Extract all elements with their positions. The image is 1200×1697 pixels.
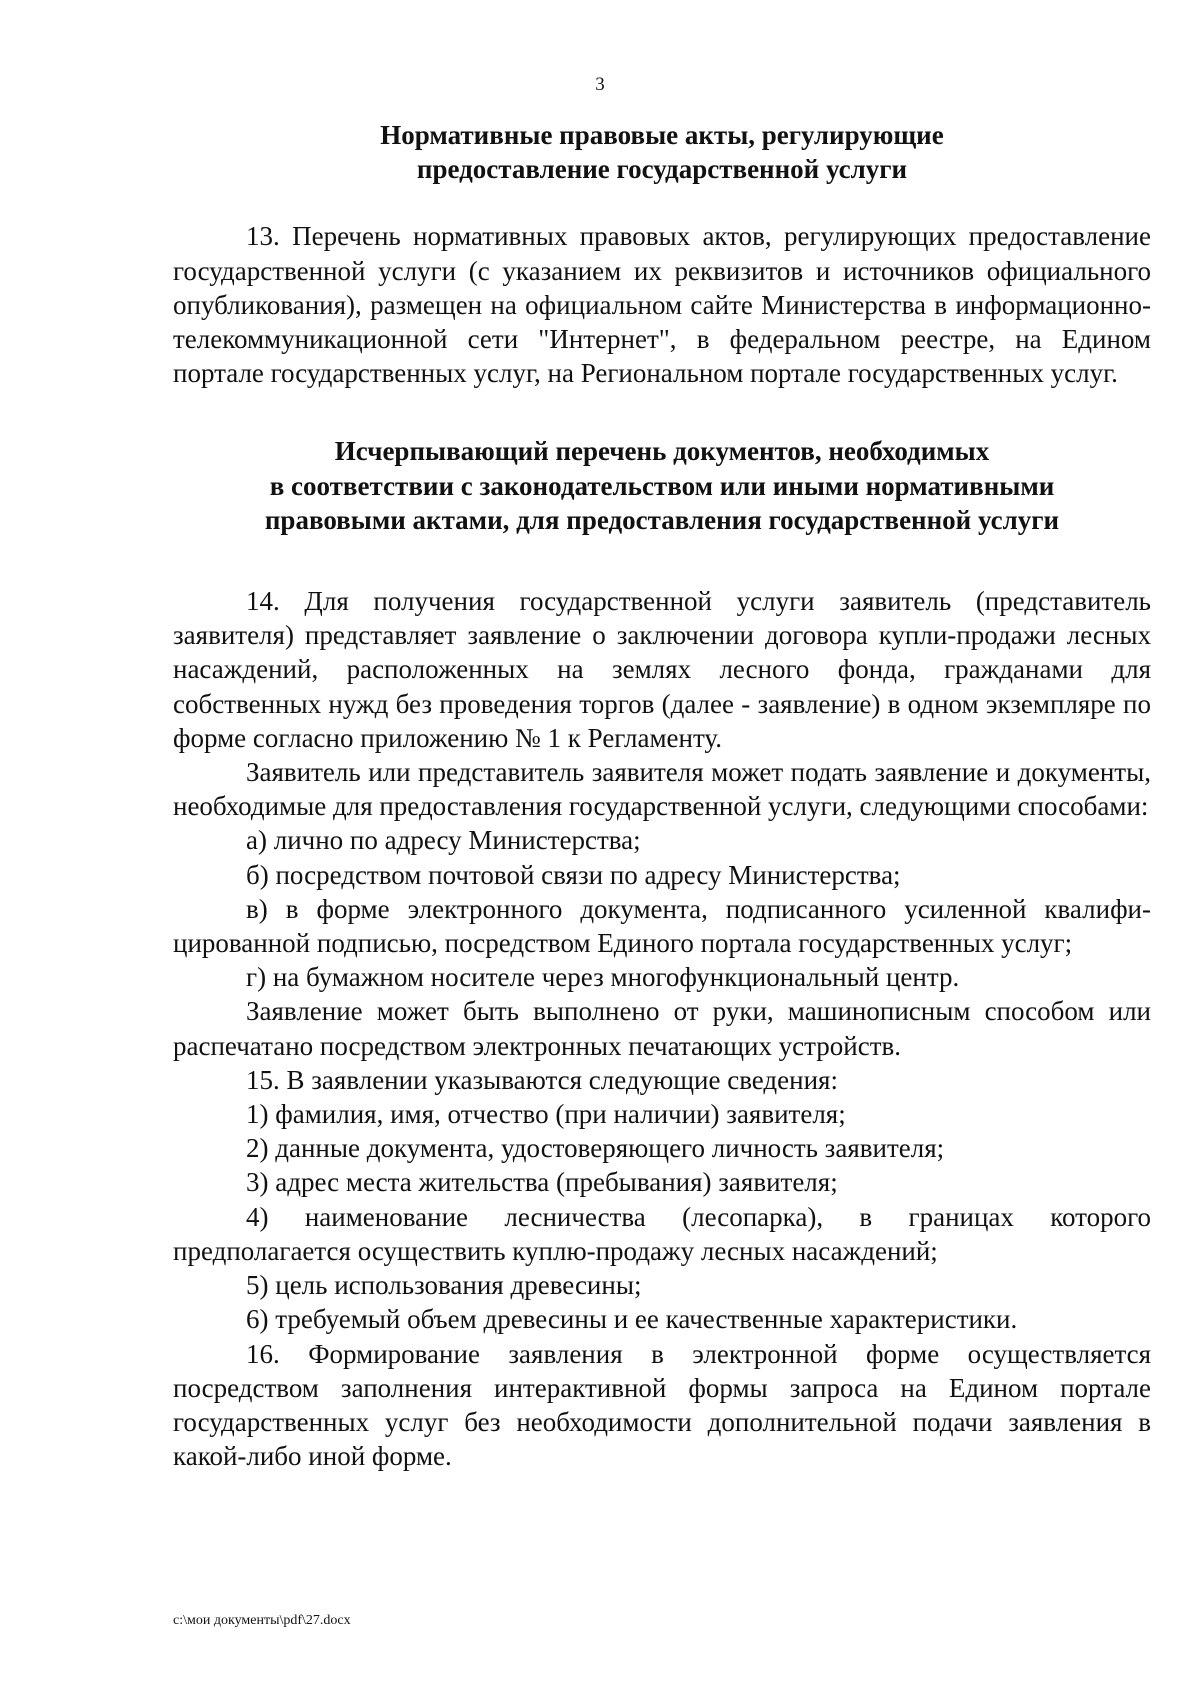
list-item: в) в форме электронного документа, подписанного усиленной квалифи-цированной подписью, посредством Единого портала государственных услуг; xyxy=(173,893,1151,959)
list-item: 5) цель использования древесины; xyxy=(246,1270,642,1301)
heading-line: в соответствии с законодательством или иными нормативными xyxy=(269,470,1055,501)
list-item: г) на бумажном носителе через многофункциональный центр. xyxy=(246,962,960,993)
list-item: 4) наименование лесничества (лесопарка), в границах которого предполагается осуществить куплю-продажу лесных насаждений; xyxy=(173,1201,1151,1266)
list-item: а) лично по адресу Министерства; xyxy=(246,825,641,856)
paragraph-14-format: Заявление может быть выполнено от руки, машинописным способом или распечатано посредством электронных печатающих устройств. xyxy=(173,996,1151,1061)
heading-line: Исчерпывающий перечень документов, необходимых xyxy=(334,436,990,467)
list-item: 6) требуемый объем древесины и ее качественные характеристики. xyxy=(246,1304,1018,1335)
paragraph-16: 16. Формирование заявления в электронной форме осуществляется посредством заполнения интерактивной формы запроса на Едином портале государственных услуг без необходимости дополнительной подачи заявления в какой-либо иной форме. xyxy=(173,1338,1151,1472)
heading-line: правовыми актами, для предоставления государственной услуги xyxy=(264,504,1060,535)
page-number: 3 xyxy=(595,74,605,95)
heading-line: Нормативные правовые акты, регулирующие xyxy=(380,120,944,150)
heading-line: предоставление государственной услуги xyxy=(416,154,908,185)
list-item: б) посредством почтовой связи по адресу Министерства; xyxy=(246,859,901,890)
section-heading-documents-list xyxy=(173,434,1151,537)
paragraph-14: 14. Для получения государственной услуги заявитель (представитель заявителя) представляет заявление о заключении договора купли-продажи лесных насаждений, расположенных на землях лесного фонда, гражданами для собственных нужд без проведения торгов (далее - заявление) в одном экземпляре по форме согласно приложению № 1 к Регламенту. xyxy=(173,586,1151,753)
document-body xyxy=(173,118,1151,1473)
list-item: 1) фамилия, имя, отчество (при наличии) заявителя; xyxy=(246,1099,846,1130)
paragraph-13: 13. Перечень нормативных правовых актов, регулирующих предоставление государственной услуги (с указанием их реквизитов и источников официального опубликования), размещен на официальном сайте Министерства в информационно-телекоммуникационной сети "Интернет", в федеральном реестре, на Едином портале государственных услуг, на Региональном портале государственных услуг. xyxy=(173,221,1151,389)
section-heading-legal-acts xyxy=(173,118,1151,186)
file-path-footer: c:\мои документы\pdf\27.docx xyxy=(173,1613,351,1628)
list-item: 2) данные документа, удостоверяющего личность заявителя; xyxy=(246,1133,945,1164)
paragraph-15: 15. В заявлении указываются следующие сведения: xyxy=(246,1064,838,1095)
list-item: 3) адрес места жительства (пребывания) заявителя; xyxy=(246,1167,838,1198)
paragraph-14-methods: Заявитель или представитель заявителя может подать заявление и документы, необходимые для предоставления государственной услуги, следующими способами: xyxy=(173,757,1151,822)
